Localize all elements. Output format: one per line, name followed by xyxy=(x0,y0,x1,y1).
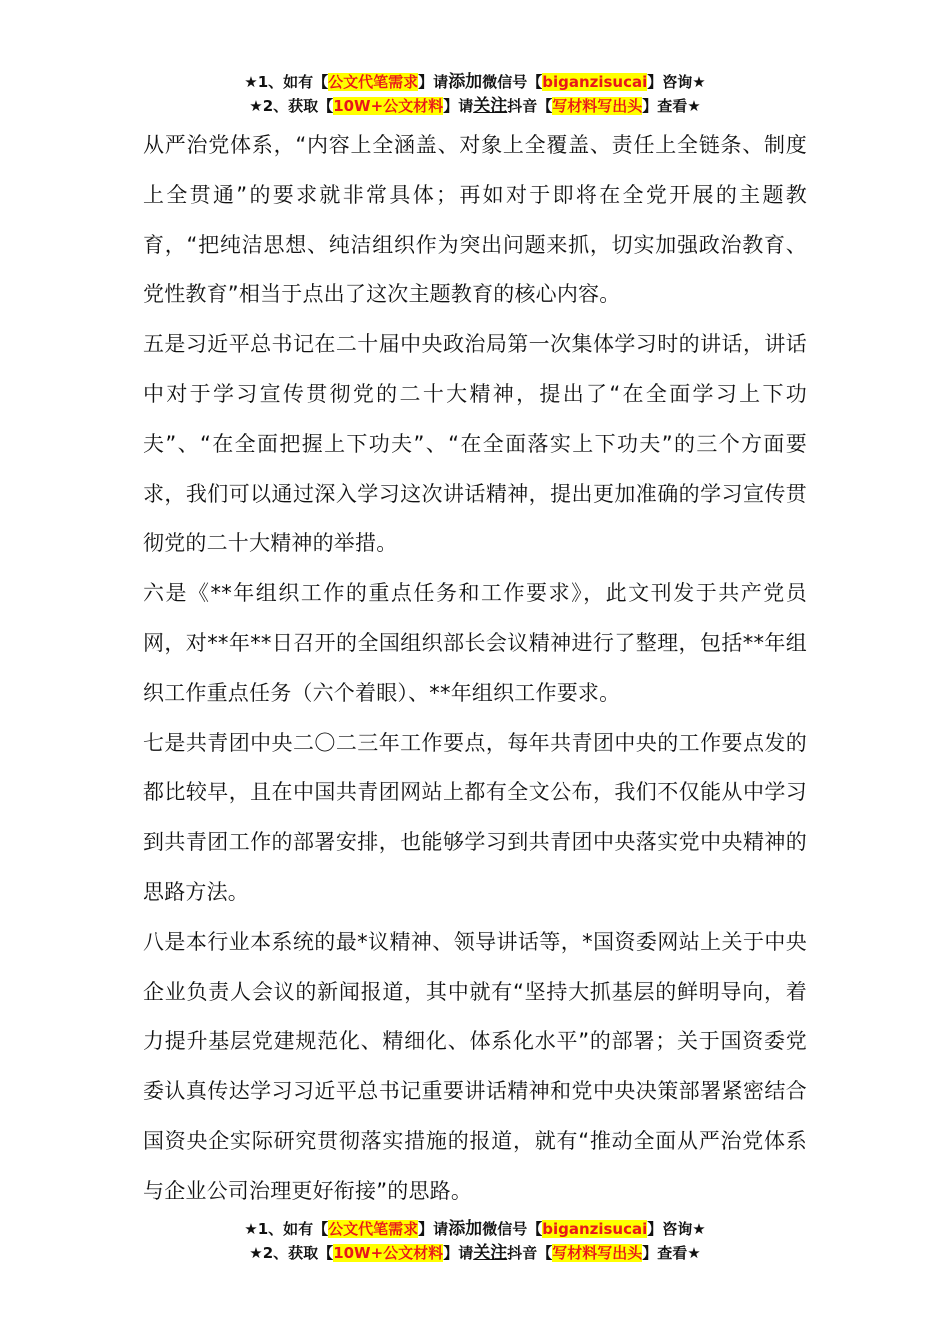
banner-line-1 xyxy=(0,70,950,94)
banner-text: 】请 xyxy=(418,1220,449,1238)
banner-text: ★1、如有【 xyxy=(244,73,329,91)
banner-text: 】查看★ xyxy=(642,97,701,115)
footer-banner xyxy=(0,1217,950,1265)
banner-text: 】咨询★ xyxy=(647,1220,706,1238)
banner-emphasis: 关注 xyxy=(473,1243,508,1263)
banner-highlight-account: 写材料写出头 xyxy=(552,1244,643,1262)
banner-text: 】查看★ xyxy=(642,1244,701,1262)
banner-text: 抖音【 xyxy=(507,1244,553,1262)
banner-emphasis: 关注 xyxy=(473,96,508,116)
banner-highlight-wechat-id: biganzisucai xyxy=(542,1220,648,1238)
banner-highlight-wechat-id: biganzisucai xyxy=(542,73,648,91)
paragraph: 六是《**年组织工作的重点任务和工作要求》，此文刊发于共产党员网，对**年**日召开的全国组织部长会议精神进行了整理，包括**年组织工作重点任务（六个着眼）、**年组织工作要求。 xyxy=(143,581,807,705)
banner-text: 】请 xyxy=(443,97,474,115)
banner-text: 抖音【 xyxy=(507,97,553,115)
banner-text: 微信号【 xyxy=(482,1220,543,1238)
banner-text: ★1、如有【 xyxy=(244,1220,329,1238)
banner-line-2 xyxy=(0,1241,950,1265)
banner-line-1 xyxy=(0,1217,950,1241)
banner-highlight-service: 公文代笔需求 xyxy=(328,1220,419,1238)
banner-text: 微信号【 xyxy=(482,73,543,91)
banner-highlight-materials: 10W+公文材料 xyxy=(333,97,444,115)
banner-text: 】咨询★ xyxy=(647,73,706,91)
banner-text: 】请 xyxy=(443,1244,474,1262)
banner-line-2 xyxy=(0,94,950,118)
banner-text: 】请 xyxy=(418,73,449,91)
header-banner xyxy=(0,70,950,118)
paragraph: 八是本行业本系统的最*议精神、领导讲话等，*国资委网站上关于中央企业负责人会议的新闻报道，其中就有“坚持大抓基层的鲜明导向，着力提升基层党建规范化、精细化、体系化水平”的部署；关于国资委党委认真传达学习习近平总书记重要讲话精神和党中央决策部署紧密结合国资央企实际研究贯彻落实措施的报道，就有“推动全面从严治党体系与企业公司治理更好衔接”的思路。 xyxy=(143,929,807,1203)
paragraph: 五是习近平总书记在二十届中央政治局第一次集体学习时的讲话，讲话中对于学习宣传贯彻党的二十大精神，提出了“在全面学习上下功夫”、“在全面把握上下功夫”、“在全面落实上下功夫”的三个方面要求，我们可以通过深入学习这次讲话精神，提出更加准确的学习宣传贯彻党的二十大精神的举措。 xyxy=(143,332,807,556)
banner-emphasis: 添加 xyxy=(448,1219,483,1239)
banner-highlight-account: 写材料写出头 xyxy=(552,97,643,115)
document-body xyxy=(143,121,807,1217)
banner-text: ★2、获取【 xyxy=(249,97,334,115)
banner-highlight-materials: 10W+公文材料 xyxy=(333,1244,444,1262)
banner-text: ★2、获取【 xyxy=(249,1244,334,1262)
paragraph: 从严治党体系，“内容上全涵盖、对象上全覆盖、责任上全链条、制度上全贯通”的要求就非常具体；再如对于即将在全党开展的主题教育，“把纯洁思想、纯洁组织作为突出问题来抓，切实加强政治教育、党性教育”相当于点出了这次主题教育的核心内容。 xyxy=(143,133,807,307)
paragraph: 七是共青团中央二〇二三年工作要点，每年共青团中央的工作要点发的都比较早，且在中国共青团网站上都有全文公布，我们不仅能从中学习到共青团工作的部署安排，也能够学习到共青团中央落实党中央精神的思路方法。 xyxy=(143,730,807,904)
banner-highlight-service: 公文代笔需求 xyxy=(328,73,419,91)
banner-emphasis: 添加 xyxy=(448,72,483,92)
